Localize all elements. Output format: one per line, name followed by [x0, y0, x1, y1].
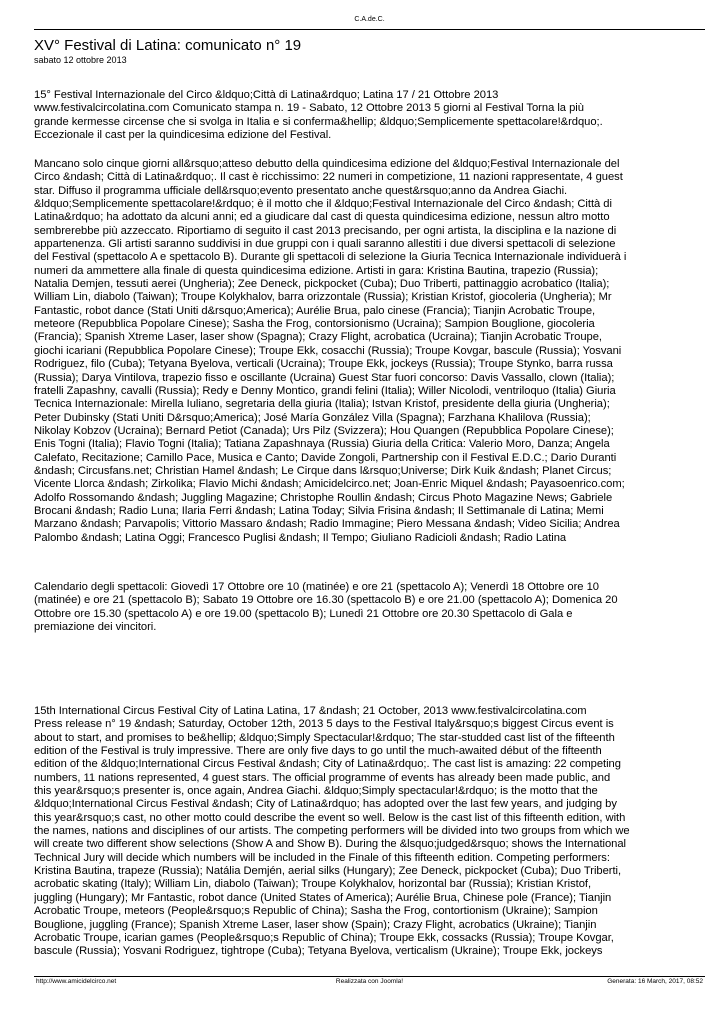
text-line: bascule (Russia); Yosvani Rodriguez, tightrope (Cuba); Tetyana Byelova, verticalism (Ukraine); Troupe Ekk, jockeys	[34, 945, 603, 958]
text-line: &ldquo;Semplicemente spettacolare!&rdquo; è il motto che il &ldquo;Festival Internazionale del Circo &ndash; Città di	[34, 198, 612, 211]
text-line: premiazione dei vincitori.	[34, 621, 157, 634]
footer-made-with: Realizzata con Joomla!	[335, 978, 404, 985]
text-line: Brocani &ndash; Radio Luna; Ilaria Ferri &ndash; Latina Today; Silvia Frisina &ndash; Il Settimanale di Latina; Memi	[34, 504, 604, 517]
text-line: this year&rsquo;s presenter is, once again, Andrea Giachi. &ldquo;Simply spectacular!&rdquo; is the motto that the	[34, 785, 598, 798]
text-line: Rodriguez, filo (Cuba); Tetyana Byelova, verticali (Ucraina); Troupe Ekk, jockeys (Russia); Troupe Stynko, barra russa	[34, 358, 613, 371]
text-line: acrobatic skating (Italy); William Lin, diabolo (Taiwan); Troupe Kolykhalov, horizontal bar (Russia); Kristian Kristof,	[34, 878, 592, 891]
article-paragraph-cast	[34, 158, 707, 545]
text-line: 15th International Circus Festival City of Latina Latina, 17 &ndash; 21 October, 2013 www.festivalcircolatina.com	[34, 705, 587, 717]
text-line: grande kermesse circense che si svolga in Italia e si conferma&hellip; &ldquo;Semplicemente spettacolare!&rdquo;.	[34, 115, 603, 128]
text-line: Ottobre ore 15.30 (spettacolo A) e ore 19.00 (spettacolo B); Lunedì 21 Ottobre ore 20.30 Spettacolo di Gala e	[34, 607, 573, 620]
article-date: sabato 12 ottobre 2013	[34, 55, 127, 65]
text-line: the names, nations and disciplines of our artists. The competing performers will be divided into two groups from which we	[34, 825, 630, 838]
text-line: (Francia); Spanish Xtreme Laser, laser show (Spagna); Crazy Flight, acrobatica (Ucraina); Tianjin Acrobatic Troupe,	[34, 331, 602, 344]
text-line: Enis Togni (Italia); Flavio Togni (Italia); Tatiana Zapashnaya (Russia) Giuria della Critica: Valerio Moro, Danza; Angela	[34, 438, 610, 451]
text-line: Vicente Llorca &ndash; Zirkolika; Flavio Michi &ndash; Amicidelcirco.net; Joan-Enric Miquel &ndash; Payasoenrico.com;	[34, 478, 625, 491]
page-footer	[34, 978, 705, 988]
text-line: Press release n° 19 &ndash; Saturday, October 12th, 2013 5 days to the Festival Italy&rsquo;s biggest Circus event is	[34, 718, 614, 731]
text-line: Marzano &ndash; Parvapolis; Vittorio Massaro &ndash; Radio Immagine; Piero Messana &ndash; Video Sicilia; Andrea	[34, 518, 620, 531]
text-line: &ldquo;International Circus Festival &ndash; City of Latina&rdquo; has adopted over the last few years, and judging by	[34, 798, 617, 811]
article-paragraph-intro	[34, 89, 707, 142]
text-line: Bouglione, juggling (France); Spanish Xtreme Laser, laser show (Spain); Crazy Flight, acrobatics (Ukraine); Tianjin	[34, 918, 597, 931]
text-line: (matinée) e ore 21 (spettacolo B); Sabato 19 Ottobre ore 16.30 (spettacolo B) e ore 21.00 (spettacolo A); Domenica 20	[34, 594, 618, 607]
text-line: meteore (Repubblica Popolare Cinese); Sasha the Frog, contorsionismo (Ucraina); Sampion Bouglione, giocoleria	[34, 318, 595, 331]
text-line: sembrerebbe più azzeccato. Riportiamo di seguito il cast 2013 precisando, per ogni artista, la disciplina e la nazione di	[34, 224, 617, 237]
text-line: star. Diffuso il programma ufficiale dell&rsquo;evento presentato anche quest&rsquo;anno da Andrea Giachi.	[34, 184, 568, 197]
text-line: Acrobatic Troupe, icarian games (People&rsquo;s Republic of China); Troupe Ekk, cossacks (Russia); Troupe Kovgar,	[34, 931, 614, 944]
text-line: Circo &ndash; Città di Latina&rdquo;. Il cast è ricchissimo: 22 numeri in competizione, 11 nazioni rappresentate, 4 guest	[34, 171, 623, 184]
text-line: Fantastic, robot dance (Stati Uniti d&rsquo;America); Aurélie Brua, palo cinese (Francia); Tianjin Acrobatic Troupe,	[34, 304, 596, 317]
text-line: Technical Jury will decide which numbers will be included in the Finale of this fifteenth edition. Competing performers:	[34, 851, 610, 864]
text-line: numbers, 11 nations represented, 4 guest stars. The official programme of events has already been made public, and	[34, 771, 611, 784]
text-line: numeri da ammettere alla finale di questa quindicesima edizione. Artisti in gara: Kristina Bautina, trapezio (Russia);	[34, 264, 599, 277]
text-line: will create two different show selections (Show A and Show B). During the &lsquo;judged&rsquo; shows the International	[34, 838, 627, 851]
footer-generated-date: Generata: 16 March, 2017, 08:52	[607, 978, 703, 985]
text-line: del Festival (spettacolo A e spettacolo B). Durante gli spettacoli di selezione la Giuria Tecnica Internazionale individuerà i	[34, 251, 627, 264]
text-line: Acrobatic Troupe, meteors (People&rsquo;s Republic of China); Sasha the Frog, contortionism (Ukraine); Sampion	[34, 905, 598, 918]
text-line: edition of the Festival is truly impressive. There are only five days to go until the much-awaited début of the fifteenth	[34, 745, 602, 758]
article-paragraph-english	[34, 705, 707, 975]
text-line: Tecnica Internazionale: Mirella Iuliano, segretaria della giuria (Italia); Istvan Kristof, presidente della giuria (Ungheria);	[34, 398, 610, 411]
text-line: Natalia Demjen, tessuti aerei (Ungheria); Zee Deneck, pickpocket (Cuba); Duo Triberti, pattinaggio acrobatico (Italia);	[34, 278, 610, 291]
text-line: Adolfo Rossomando &ndash; Juggling Magazine; Christophe Roullin &ndash; Circus Photo Magazine News; Gabriele	[34, 491, 613, 504]
text-line: Kristina Bautina, trapeze (Russia); Natália Demjén, aerial silks (Hungary); Zee Deneck, pickpocket (Cuba); Duo Triberti,	[34, 865, 622, 878]
text-line: Nikolay Kobzov (Ucraina); Bernard Petiot (Canada); Urs Pilz (Svizzera); Hou Quangen (Repubblica Popolare Cinese);	[34, 424, 614, 437]
text-line: giochi icariani (Repubblica Popolare Cinese); Troupe Ekk, cosacchi (Russia); Troupe Kovgar, bascule (Russia); Yosvani	[34, 344, 622, 357]
text-line: (Russia); Darya Vintilova, trapezio fisso e oscillante (Ucraina) Guest Star fuori concorso: Davis Vassallo, clown (Italia);	[34, 371, 615, 384]
footer-site-url: http://www.amicidelcirco.net	[36, 978, 117, 985]
text-line: edition of the &ldquo;International Circus Festival &ndash; City of Latina&rdquo;. The cast list is amazing: 22 competing	[34, 758, 621, 771]
text-line: Palombo &ndash; Latina Oggi; Francesco Puglisi &ndash; Il Tempo; Giuliano Radicioli &ndash; Radio Latina	[34, 531, 567, 544]
text-line: about to start, and promises to be&hellip; &ldquo;Simply Spectacular!&rdquo; The star-studded cast list of the fifteenth	[34, 731, 615, 744]
text-line: Latina&rdquo; ha adottato da alcuni anni; ed a giudicare dal cast di questa quindicesima edizione, nessun altro motto	[34, 211, 610, 224]
header-divider	[34, 29, 705, 30]
text-line: juggling (Hungary); Mr Fantastic, robot dance (United States of America); Aurélie Brua, Chinese pole (France); Tianjin	[34, 891, 612, 904]
footer-divider	[34, 976, 705, 977]
text-line: William Lin, diabolo (Taiwan); Troupe Kolykhalov, barra orizzontale (Russia); Kristian Kristof, giocoleria (Ungheria); Mr	[34, 291, 612, 304]
text-line: Eccezionale il cast per la quindicesima edizione del Festival.	[34, 129, 332, 142]
text-line: www.festivalcircolatina.com Comunicato stampa n. 19 - Sabato, 12 Ottobre 2013 5 giorni al Festival Torna la più	[34, 102, 584, 115]
article-paragraph-calendar	[34, 581, 707, 634]
text-line: Calefato, Recitazione; Camillo Pace, Musica e Canto; Davide Zongoli, Partnership con il Festival E.D.C.; Dario Duranti	[34, 451, 617, 464]
text-line: Peter Dubinsky (Stati Uniti D&rsquo;America); José María González Villa (Spagna); Farzhana Khalilova (Russia);	[34, 411, 591, 424]
text-line: this year&rsquo;s cast, no other motto could describe the event so well. Below is the cast list of this fifteenth edition, with	[34, 811, 626, 824]
text-line: fratelli Zapashny, cavalli (Russia); Redy e Denny Montico, grandi felini (Italia); Willer Nicolodi, ventriloquo (Italia) Giuria	[34, 384, 616, 397]
text-line: appartenenza. Gli artisti saranno suddivisi in due gruppi con i quali saranno allestiti i due diversi spettacoli di selezione	[34, 238, 616, 251]
text-line: 15° Festival Internazionale del Circo &ldquo;Città di Latina&rdquo; Latina 17 / 21 Ottobre 2013	[34, 89, 499, 101]
article-title: XV° Festival di Latina: comunicato n° 19	[34, 37, 302, 54]
site-name: C.A.de.C.	[354, 16, 385, 23]
text-line: &ndash; Circusfans.net; Christian Hamel &ndash; Le Cirque dans l&rsquo;Universe; Dirk Kuik &ndash; Planet Circus;	[34, 464, 612, 477]
text-line: Mancano solo cinque giorni all&rsquo;atteso debutto della quindicesima edizione del &ldquo;Festival Internazionale del	[34, 158, 620, 170]
text-line: Calendario degli spettacoli: Giovedì 17 Ottobre ore 10 (matinée) e ore 21 (spettacolo A); Venerdì 18 Ottobre ore 10	[34, 581, 599, 593]
